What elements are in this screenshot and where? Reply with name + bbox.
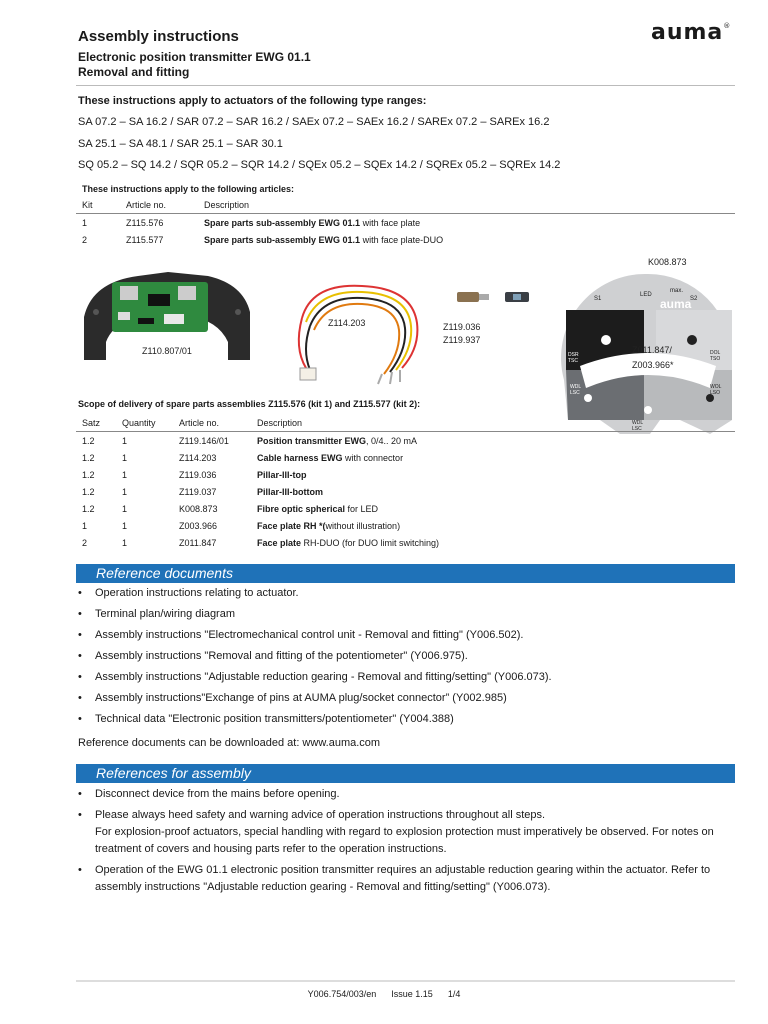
list-item: • Assembly instructions"Exchange of pins at AUMA plug/socket connector” (Y002.985)	[78, 690, 738, 707]
description-cell: Spare parts sub-assembly EWG 01.1 with face plate-DUO	[204, 234, 444, 245]
list-item: • Assembly instructions "Removal and fitting of the potentiometer" (Y006.975).	[78, 648, 738, 665]
applies-line-2: SA 25.1 – SA 48.1 / SAR 25.1 – SAR 30.1	[78, 138, 283, 150]
references-assembly-header: References for assembly	[76, 764, 735, 783]
plate-text-tsc: TSC	[568, 358, 578, 364]
list-item: • Technical data "Electronic position transmitters/potentiometer" (Y004.388)	[78, 711, 738, 728]
footer-issue: Issue 1.15	[391, 989, 433, 999]
table-row: 1.2 1 Z119.037 Pillar-III-bottom	[82, 486, 323, 497]
table-row: 2 1 Z011.847 Face plate RH-DUO (for DUO limit switching)	[82, 537, 440, 548]
harness-label: Z114.203	[328, 318, 366, 328]
footer-doc-number: Y006.754/003/en	[307, 989, 377, 999]
plate-text-s1: S1	[594, 296, 602, 302]
list-item: • Disconnect device from the mains before opening.	[78, 786, 738, 803]
download-note: Reference documents can be downloaded at: www.auma.com	[78, 737, 381, 749]
articles-heading: These instructions apply to the following articles:	[82, 184, 295, 194]
fibre-optic-label: K008.873	[648, 257, 687, 267]
articles-table	[76, 196, 735, 248]
applies-line-1: SA 07.2 – SA 16.2 / SAR 07.2 – SAR 16.2 / SAEx 07.2 – SAEx 16.2 / SAREx 07.2 – SAREx 16.2	[78, 116, 550, 128]
col-description: Description	[257, 417, 303, 428]
pillars-illustration	[455, 288, 535, 308]
list-item: • Operation of the EWG 01.1 electronic position transmitter requires an adjustable reduction gearing within the actuator. Refer to assembly instructions "Adjustable reduction gearing - Removal and fitting/setting" (Y006.073).	[78, 862, 738, 896]
plate-text-wdl-2: WDL	[632, 420, 644, 426]
plate-text-lsc: LSC	[570, 390, 580, 396]
document-title: Assembly instructions	[78, 28, 239, 45]
col-quantity: Quantity	[122, 417, 156, 428]
subtitle-line-2: Removal and fitting	[78, 65, 190, 79]
col-description: Description	[204, 199, 250, 210]
list-item: • Assembly instructions "Adjustable reduction gearing - Removal and fitting/setting" (Y006.073).	[78, 669, 738, 686]
list-item: • Operation instructions relating to actuator.	[78, 585, 738, 602]
footer-rule	[76, 980, 735, 982]
col-satz: Satz	[82, 417, 101, 428]
col-article: Article no.	[126, 199, 167, 210]
table-row	[76, 214, 735, 232]
plate-text-led: LED	[640, 292, 652, 298]
plate-text-tso: TSO	[710, 356, 721, 362]
applies-heading: These instructions apply to actuators of the following type ranges:	[78, 95, 427, 107]
pillar-label-2: Z119.937	[443, 335, 481, 345]
table-row: 1.2 1 Z114.203 Cable harness EWG with connector	[82, 452, 404, 463]
list-item: • Terminal plan/wiring diagram	[78, 606, 738, 623]
footer-page: 1/4	[447, 989, 461, 999]
reference-documents-header: Reference documents	[76, 564, 735, 583]
article-cell: Z115.577	[126, 234, 164, 245]
face-plate-label-2: Z003.966*	[632, 360, 674, 370]
list-item: • Please always heed safety and warning advice of operation instructions throughout all steps. For explosion-proof actuators, special handling with regard to explosion protection must imperatively be observed. For notes on treatment of covers and housing parts refer to the operation instructions.	[78, 807, 738, 858]
table-row: 1.2 1 K008.873 Fibre optic spherical for LED	[82, 503, 379, 514]
table-row	[76, 231, 735, 248]
document-subtitle	[78, 50, 311, 80]
table-row: 1.2 1 Z119.146/01 Position transmitter EWG, 0/4.. 20 mA	[82, 435, 418, 446]
plate-text-lso: LSO	[710, 390, 721, 396]
reference-documents-list	[78, 585, 738, 732]
header-rule	[76, 85, 735, 86]
plate-text-s2: S2	[690, 296, 698, 302]
auma-logo: auma®	[651, 20, 732, 45]
pillar-label-1: Z119.036	[443, 322, 481, 332]
references-assembly-list	[78, 786, 738, 900]
article-cell: Z115.576	[126, 217, 164, 228]
kit-cell: 2	[82, 234, 88, 245]
subtitle-line-1: Electronic position transmitter EWG 01.1	[78, 50, 311, 64]
plate-text-lsc-2: LSC	[632, 426, 642, 432]
table-row: 1.2 1 Z119.036 Pillar-III-top	[82, 469, 307, 480]
kit-cell: 1	[82, 217, 88, 228]
scope-table	[76, 414, 735, 551]
plate-text-wdl: WDL	[570, 384, 582, 390]
plate-text-dsr: DSR	[568, 352, 579, 358]
scope-heading: Scope of delivery of spare parts assemblies Z115.576 (kit 1) and Z115.577 (kit 2):	[78, 399, 421, 409]
plate-text-brand: auma	[660, 297, 692, 311]
cable-harness-illustration	[292, 278, 432, 388]
col-kit: Kit	[82, 199, 93, 210]
table-row: 1 1 Z003.966 Face plate RH *(without illustration)	[82, 520, 401, 531]
applies-line-3: SQ 05.2 – SQ 14.2 / SQR 05.2 – SQR 14.2 / SQEx 05.2 – SQEx 14.2 / SQREx 05.2 – SQREx 14.2	[78, 159, 561, 171]
col-article: Article no.	[179, 417, 220, 428]
face-plate-label-1: Z011.847/	[632, 345, 672, 355]
pcb-illustration	[78, 272, 258, 372]
footer	[0, 989, 768, 999]
plate-text-max: max.	[670, 288, 684, 294]
pcb-label: Z110.807/01	[142, 346, 192, 356]
plate-text-dol: DOL	[710, 350, 721, 356]
plate-text-wol: WOL	[710, 384, 722, 390]
list-item: • Assembly instructions "Electromechanical control unit - Removal and fitting" (Y006.502).	[78, 627, 738, 644]
description-cell: Spare parts sub-assembly EWG 01.1 with face plate	[204, 217, 421, 228]
